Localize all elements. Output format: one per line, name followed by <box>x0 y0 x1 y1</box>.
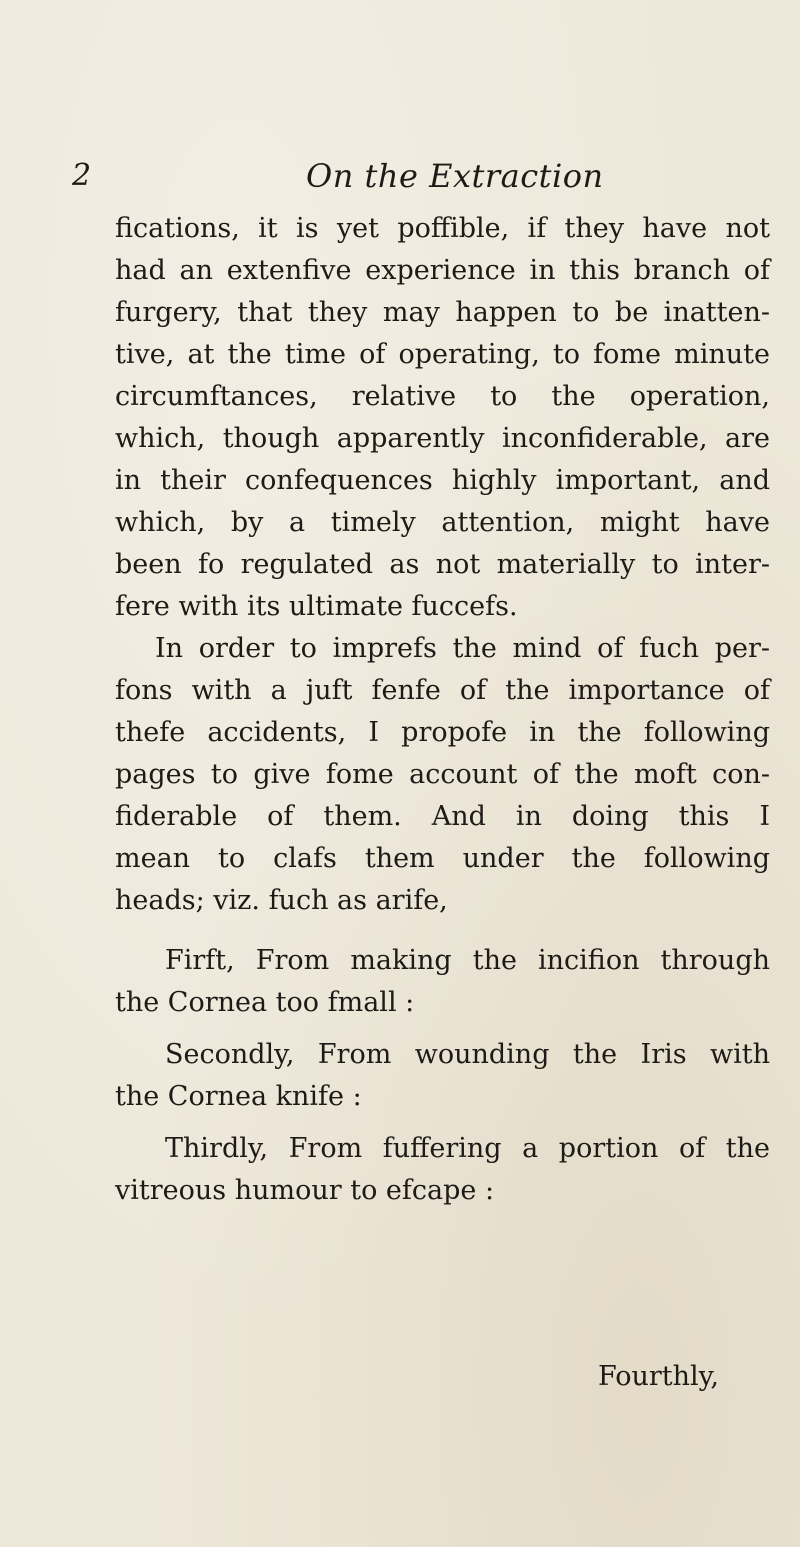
list-item-first <box>115 940 770 1024</box>
text-line: fere with its ultimate fuccefs. <box>115 591 518 622</box>
text-line: Secondly, From wounding the Iris with <box>165 1039 770 1070</box>
text-line: mean to clafs them under the following <box>115 843 770 874</box>
text-line: which, though apparently inconfiderable, are <box>115 423 770 454</box>
text-line: which, by a timely attention, might have <box>115 507 770 538</box>
running-head: On the Extraction <box>306 157 604 195</box>
text-line: Firft, From making the incifion through <box>165 945 770 976</box>
text-line: tive, at the time of operating, to fome minute <box>115 339 770 370</box>
list-item-third <box>115 1128 770 1212</box>
catchword-row <box>0 1356 800 1398</box>
text-line: furgery, that they may happen to be inatten- <box>115 297 770 328</box>
text-line: fons with a juft fenfe of the importance of <box>115 675 770 706</box>
text-line: fications, it is yet poffible, if they have not <box>115 213 770 244</box>
text-line: the Cornea too fmall : <box>115 987 415 1018</box>
text-line: had an extenfive experience in this branch of <box>115 255 770 286</box>
paragraph-continuation <box>115 208 770 628</box>
paragraph-accidents <box>115 628 770 922</box>
text-line: pages to give fome account of the moft con- <box>115 759 770 790</box>
page-number: 2 <box>72 158 92 193</box>
text-line: the Cornea knife : <box>115 1081 362 1112</box>
text-line: Thirdly, From fuffering a portion of the <box>165 1133 770 1164</box>
page-header <box>0 156 800 196</box>
list-item-second <box>115 1034 770 1118</box>
body-text <box>115 208 770 1212</box>
catchword: Fourthly, <box>598 1361 719 1392</box>
spacer <box>115 1024 770 1034</box>
text-line: heads; viz. fuch as arife, <box>115 885 448 916</box>
text-line: in their confequences highly important, and <box>115 465 770 496</box>
text-line: In order to imprefs the mind of fuch per- <box>155 633 770 664</box>
text-line: thefe accidents, I propofe in the following <box>115 717 770 748</box>
spacer <box>115 1118 770 1128</box>
spacer <box>115 922 770 940</box>
text-line: been fo regulated as not materially to inter- <box>115 549 770 580</box>
text-line: vitreous humour to efcape : <box>115 1175 495 1206</box>
text-line: fiderable of them. And in doing this I <box>115 801 770 832</box>
text-line: circumftances, relative to the operation, <box>115 381 770 412</box>
